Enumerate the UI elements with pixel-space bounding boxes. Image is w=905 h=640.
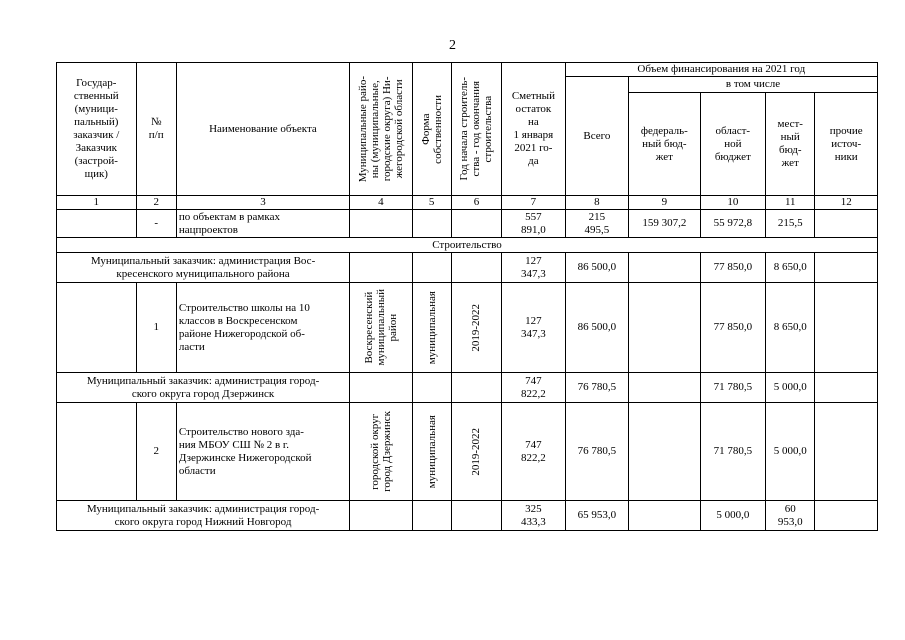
np-regional: 55 972,8	[700, 210, 765, 238]
object-name: Строительство школы на 10 классов в Воскресенском районе Нижегородской об- ласти	[176, 283, 349, 373]
np-dash: -	[136, 210, 176, 238]
customer-regional: 77 850,0	[700, 253, 765, 283]
page-number: 2	[449, 38, 456, 53]
header-regional: област- ной бюджет	[700, 93, 765, 196]
col-num: 5	[412, 196, 451, 210]
customer-regional: 71 780,5	[700, 373, 765, 403]
object-balance: 127 347,3	[502, 283, 565, 373]
np-local: 215,5	[766, 210, 815, 238]
customer-balance: 127 347,3	[502, 253, 565, 283]
np-federal: 159 307,2	[629, 210, 701, 238]
header-districts: Муниципальные райо- ны (муниципальные, городские округа) Ни- жегородской области	[350, 63, 412, 196]
col-num: 2	[136, 196, 176, 210]
section-title: Строительство	[57, 238, 878, 253]
object-row	[57, 403, 878, 501]
col-num: 9	[629, 196, 701, 210]
col-num: 3	[176, 196, 349, 210]
col-num: 4	[350, 196, 412, 210]
customer-local: 8 650,0	[766, 253, 815, 283]
object-row	[57, 283, 878, 373]
customer-total: 65 953,0	[565, 501, 628, 531]
col-num: 6	[451, 196, 501, 210]
header-total: Всего	[565, 77, 628, 196]
np-balance: 557 891,0	[502, 210, 565, 238]
object-district: Воскресенский муниципальный район	[350, 283, 412, 373]
customer-regional: 5 000,0	[700, 501, 765, 531]
customer-label: Муниципальный заказчик: администрация город- ского округа город Дзержинск	[57, 373, 350, 403]
header-other: прочие источ- ники	[815, 93, 878, 196]
object-district: городской округ город Дзержинск	[350, 403, 412, 501]
header-financing: Объем финансирования на 2021 год	[565, 63, 877, 77]
object-regional: 77 850,0	[700, 283, 765, 373]
object-name: Строительство нового зда- ния МБОУ СШ № 2 в г. Дзержинске Нижегородской области	[176, 403, 349, 501]
object-balance: 747 822,2	[502, 403, 565, 501]
object-years: 2019-2022	[451, 283, 501, 373]
header-object-name: Наименование объекта	[176, 63, 349, 196]
customer-total: 76 780,5	[565, 373, 628, 403]
header-customer: Государ- ственный (муници- пальный) заказчик / Заказчик (застрой- щик)	[57, 63, 137, 196]
object-regional: 71 780,5	[700, 403, 765, 501]
object-local: 5 000,0	[766, 403, 815, 501]
object-number: 1	[136, 283, 176, 373]
object-local: 8 650,0	[766, 283, 815, 373]
header-federal: федераль- ный бюд- жет	[629, 93, 701, 196]
customer-label: Муниципальный заказчик: администрация Вос- кресенского муниципального района	[57, 253, 350, 283]
customer-row	[57, 373, 878, 403]
col-num: 1	[57, 196, 137, 210]
object-ownership: муниципальная	[412, 283, 451, 373]
customer-row	[57, 501, 878, 531]
customer-local: 5 000,0	[766, 373, 815, 403]
col-num: 11	[766, 196, 815, 210]
object-total: 86 500,0	[565, 283, 628, 373]
customer-label: Муниципальный заказчик: администрация город- ского округа город Нижний Новгород	[57, 501, 350, 531]
col-num: 12	[815, 196, 878, 210]
header-local: мест- ный бюд- жет	[766, 93, 815, 196]
object-ownership: муниципальная	[412, 403, 451, 501]
national-projects-row	[57, 210, 878, 238]
column-numbers-row	[57, 196, 878, 210]
header-balance: Сметный остаток на 1 января 2021 го- да	[502, 63, 565, 196]
customer-local: 60 953,0	[766, 501, 815, 531]
customer-balance: 325 433,3	[502, 501, 565, 531]
object-number: 2	[136, 403, 176, 501]
customer-row	[57, 253, 878, 283]
col-num: 10	[700, 196, 765, 210]
header-ownership: Форма собственности	[412, 63, 451, 196]
np-total: 215 495,5	[565, 210, 628, 238]
financing-table	[56, 62, 878, 531]
header-number: № п/п	[136, 63, 176, 196]
customer-balance: 747 822,2	[502, 373, 565, 403]
object-years: 2019-2022	[451, 403, 501, 501]
customer-total: 86 500,0	[565, 253, 628, 283]
header-including: в том числе	[629, 77, 878, 93]
col-num: 8	[565, 196, 628, 210]
header-years: Год начала строитель- ства - год окончания строительства	[451, 63, 501, 196]
object-total: 76 780,5	[565, 403, 628, 501]
np-label: по объектам в рамках нацпроектов	[176, 210, 349, 238]
col-num: 7	[502, 196, 565, 210]
